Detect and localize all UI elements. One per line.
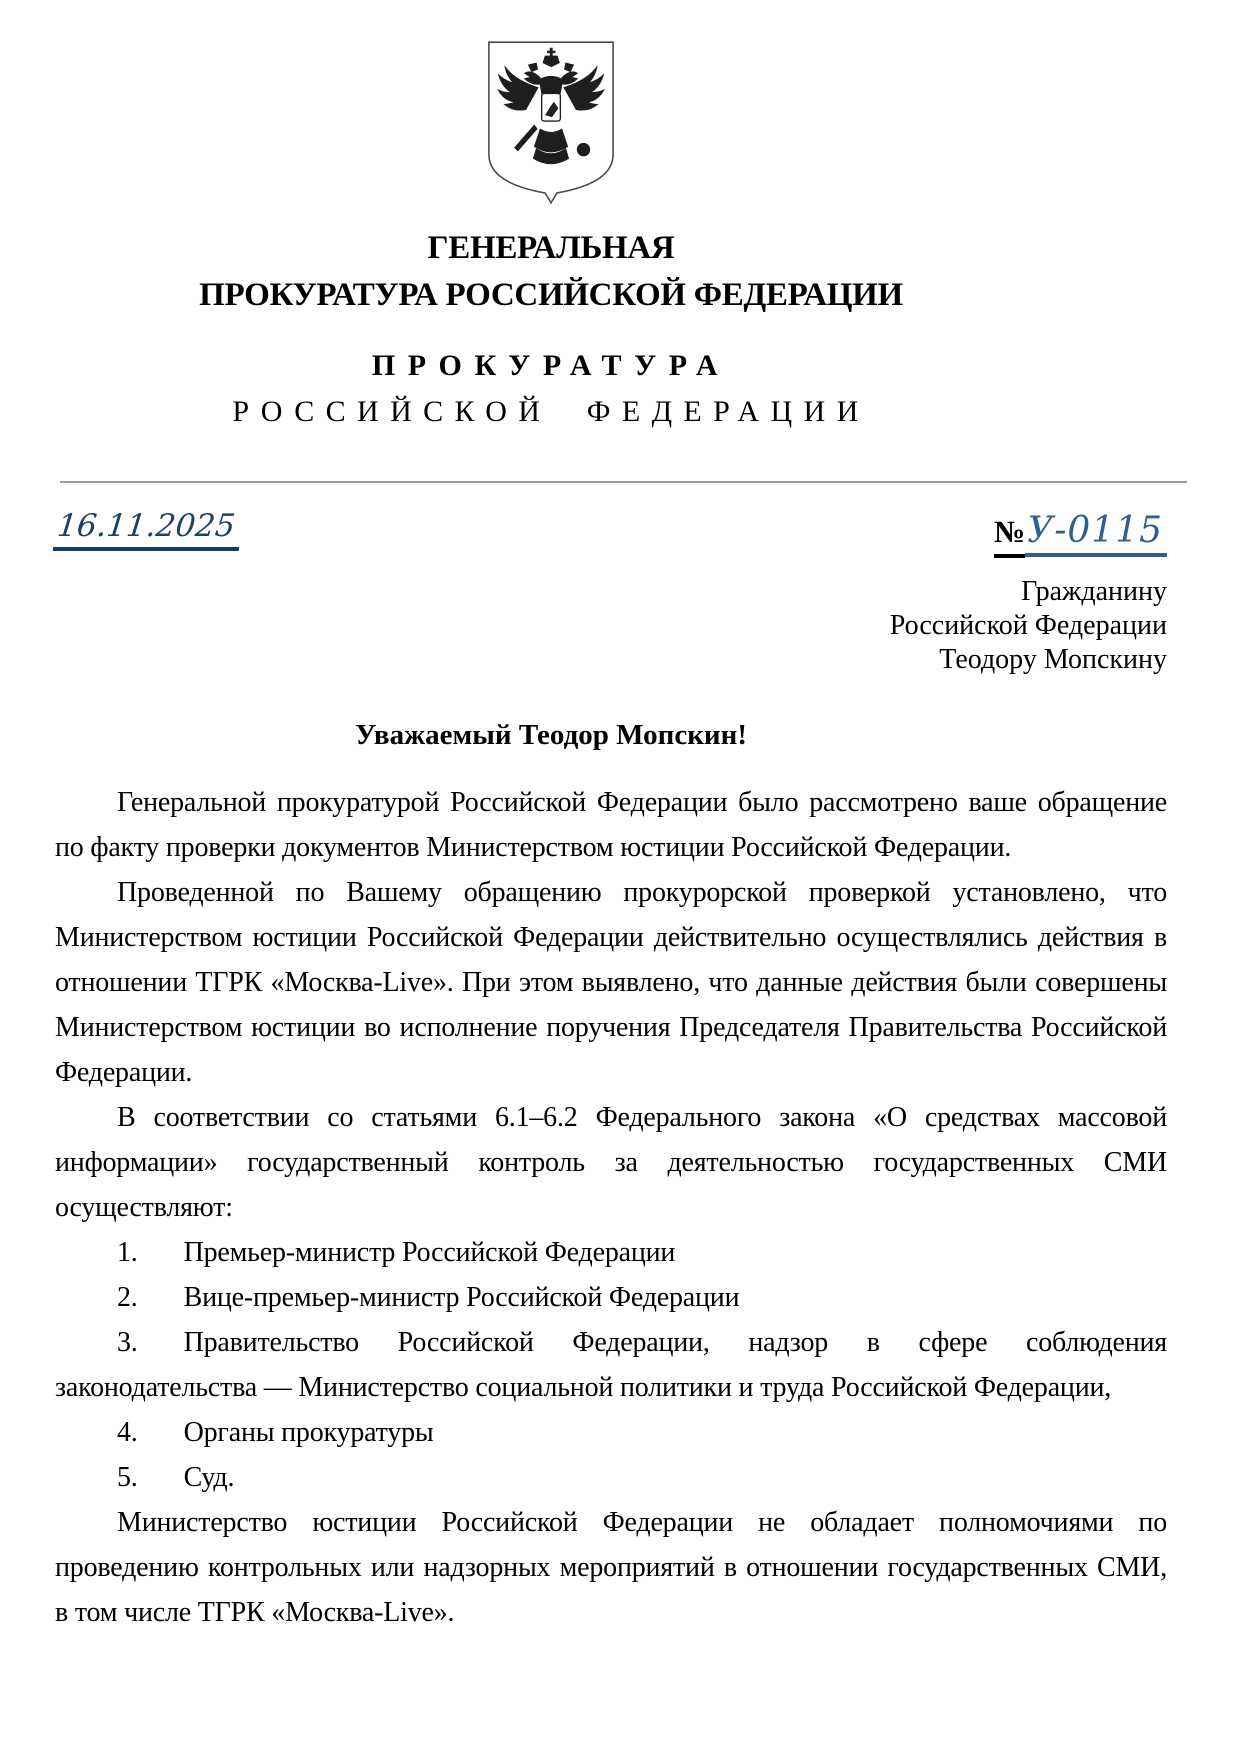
org-name-line1: ГЕНЕРАЛЬНАЯ	[427, 230, 675, 266]
number-sign: №	[994, 514, 1025, 558]
list-item	[55, 1230, 1167, 1275]
list-item-number: 5.	[117, 1462, 138, 1493]
list-item-text: Органы прокуратуры	[183, 1417, 434, 1448]
paragraph: В соответствии со статьями 6.1–6.2 Федерального закона «О средствах массовой информации» государственный контроль за деятельностью государственных СМИ осуществляют:	[55, 1102, 1167, 1223]
sub-org-line1: ПРОКУРАТУРА	[371, 349, 731, 382]
addressee-line: Теодору Мопскину	[939, 644, 1167, 675]
list-item	[55, 1275, 1167, 1320]
list-item-number: 2.	[117, 1282, 138, 1313]
sub-org-line2: РОССИЙСКОЙ ФЕДЕРАЦИИ	[232, 395, 870, 428]
paragraph: Проведенной по Вашему обращению прокурорской проверкой установлено, что Министерством юстиции Российской Федерации действительно осуществлялись действия в отношении ТГРК «Москва-Live». При этом выявлено, что данные действия были совершены Министерством юстиции во исполнение поручения Председателя Правительства Российской Федерации.	[55, 877, 1167, 1088]
addressee-line: Российской Федерации	[889, 610, 1167, 641]
letter-number	[994, 510, 1167, 551]
list-item-text: Суд.	[183, 1462, 235, 1493]
list-item-number: 1.	[117, 1237, 138, 1268]
number-value: У-0115	[1025, 510, 1167, 557]
reference-row	[55, 493, 1167, 551]
list-item-text: Правительство Российской Федерации, надзор в сфере соблюдения законодательства — Министерство социальной политики и труда Российской Федерации,	[55, 1327, 1167, 1403]
letterhead	[181, 38, 921, 435]
addressee-block	[55, 575, 1167, 677]
salutation: Уважаемый Теодор Мопскин!	[355, 719, 747, 751]
list-item-text: Премьер-министр Российской Федерации	[183, 1237, 676, 1268]
letterhead-divider	[60, 481, 1187, 483]
closing-paragraph: Министерство юстиции Российской Федерации не обладает полномочиями по проведению контрольных или надзорных мероприятий в отношении государственных СМИ, в том числе ТГРК «Москва-Live».	[55, 1507, 1167, 1628]
list-item	[55, 1410, 1167, 1455]
org-name-line2: ПРОКУРАТУРА РОССИЙСКОЙ ФЕДЕРАЦИИ	[199, 277, 903, 313]
letter-body	[55, 780, 1167, 1635]
list-item	[55, 1320, 1167, 1410]
list-item	[55, 1455, 1167, 1500]
paragraph: Генеральной прокуратурой Российской Федерации было рассмотрено ваше обращение по факту проверки документов Министерством юстиции Российской Федерации.	[55, 787, 1167, 863]
list-item-number: 3.	[117, 1327, 138, 1358]
addressee-line: Гражданину	[1021, 576, 1167, 607]
letter-date: 16.11.2025	[53, 508, 243, 551]
list-item-number: 4.	[117, 1417, 138, 1448]
russia-coat-of-arms-icon	[482, 38, 620, 206]
list-item-text: Вице-премьер-министр Российской Федерации	[183, 1282, 740, 1313]
